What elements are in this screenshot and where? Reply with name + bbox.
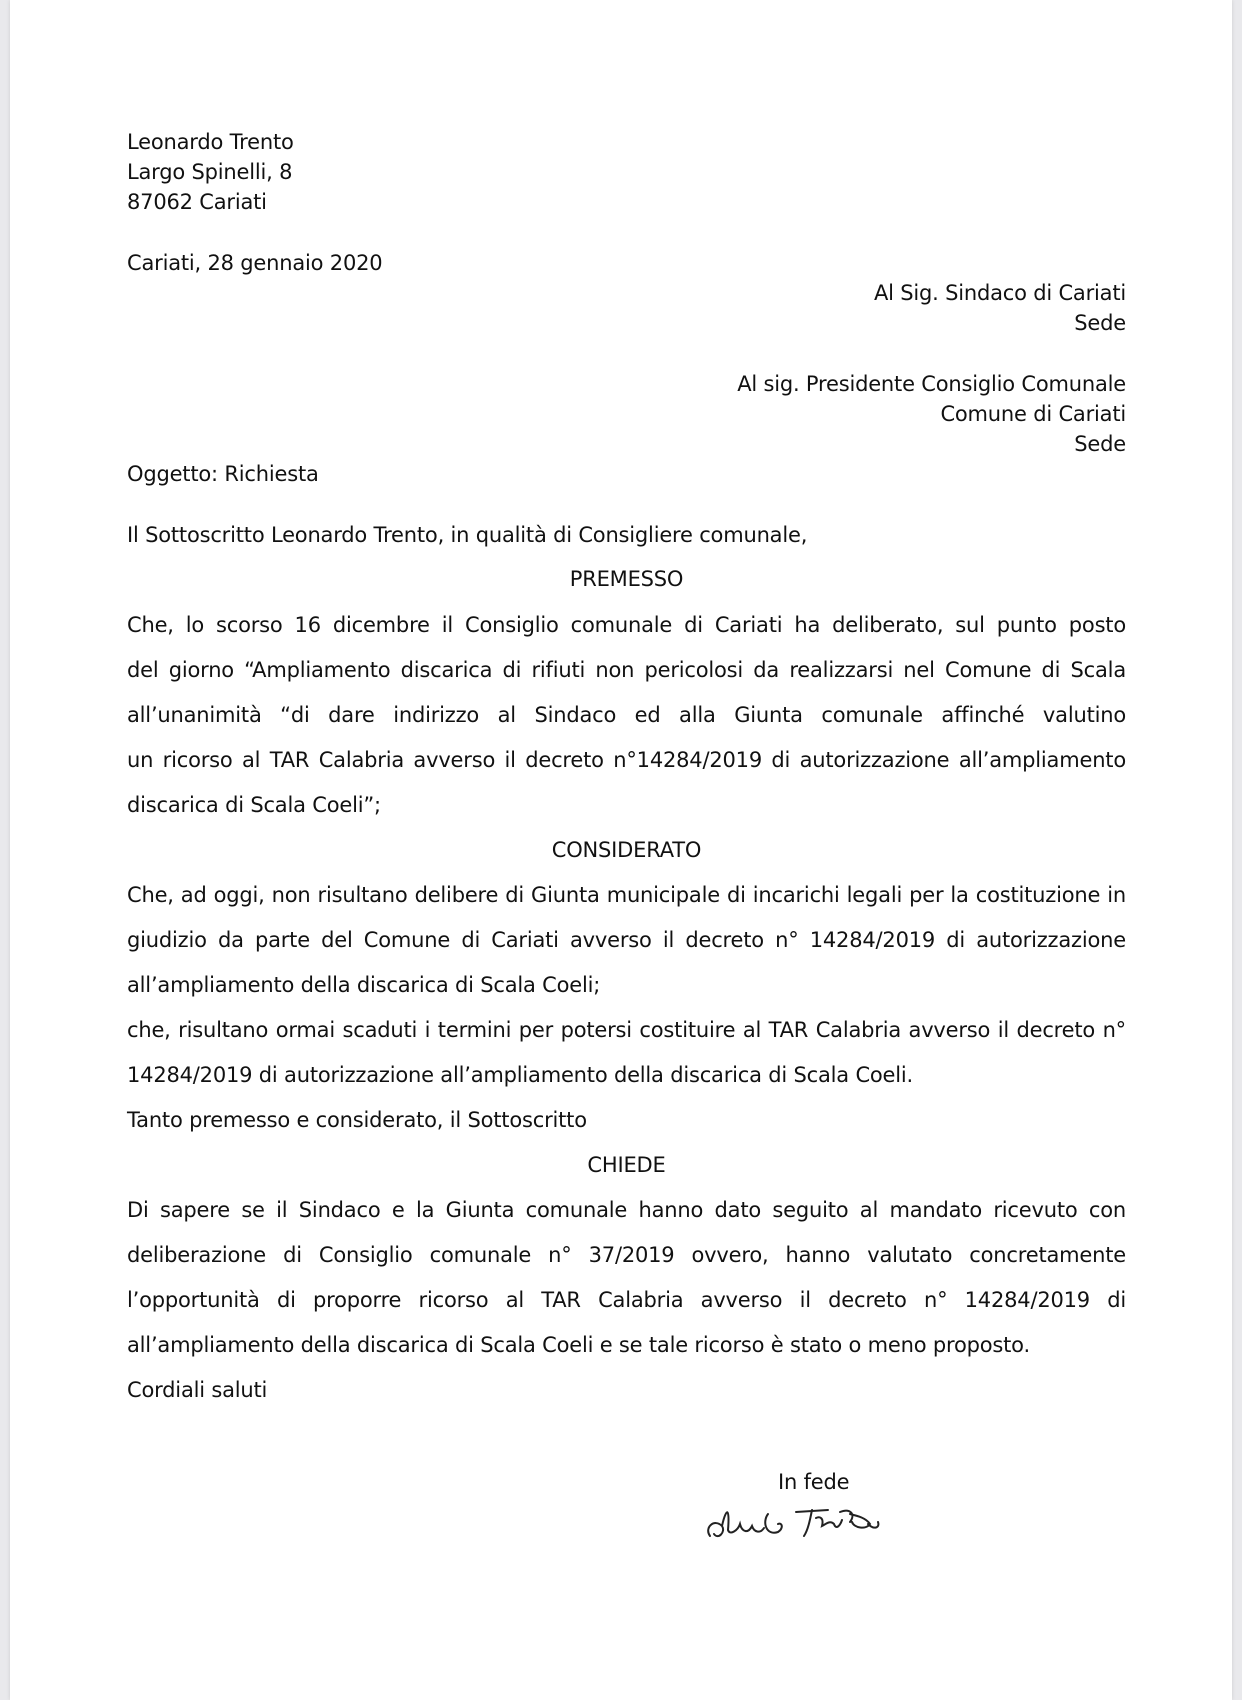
chiede-line: l’opportunità di proporre ricorso al TAR Calabria avverso il decreto n° 14284/2019 di (127, 1288, 1126, 1312)
intro-line: Il Sottoscritto Leonardo Trento, in qualità di Consigliere comunale, (127, 523, 808, 547)
sender-name: Leonardo Trento (127, 130, 294, 154)
considerato-line: che, risultano ormai scaduti i termini per potersi costituire al TAR Calabria avverso il decreto n° (127, 1018, 1126, 1042)
chiede-line: Di sapere se il Sindaco e la Giunta comunale hanno dato seguito al mandato ricevuto con (127, 1198, 1126, 1222)
subject-line: Oggetto: Richiesta (127, 462, 319, 486)
considerato-line: all’ampliamento della discarica di Scala Coeli; (127, 973, 601, 997)
premesso-heading: PREMESSO (569, 567, 684, 591)
sign-off: In fede (778, 1470, 850, 1494)
premesso-line: un ricorso al TAR Calabria avverso il decreto n°14284/2019 di autorizzazione all’ampliamento (127, 748, 1126, 772)
recipient1-line1: Al Sig. Sindaco di Cariati (873, 281, 1126, 305)
premesso-line: all’unanimità “di dare indirizzo al Sindaco ed alla Giunta comunale affinché valutino (127, 703, 1126, 727)
considerato-line: Tanto premesso e considerato, il Sottoscritto (127, 1108, 587, 1132)
premesso-line: del giorno “Ampliamento discarica di rifiuti non pericolosi da realizzarsi nel Comune di Scala (127, 658, 1126, 682)
closing-line: Cordiali saluti (127, 1378, 268, 1402)
premesso-line: Che, lo scorso 16 dicembre il Consiglio comunale di Cariati ha deliberato, sul punto posto (127, 613, 1126, 637)
sender-city: 87062 Cariati (127, 190, 267, 214)
chiede-line: all’ampliamento della discarica di Scala Coeli e se tale ricorso è stato o meno proposto. (127, 1333, 1030, 1357)
chiede-heading: CHIEDE (587, 1153, 666, 1177)
recipient2-line1: Al sig. Presidente Consiglio Comunale (737, 372, 1126, 396)
recipient2-line2: Comune di Cariati (940, 402, 1126, 426)
considerato-line: Che, ad oggi, non risultano delibere di Giunta municipale di incarichi legali per la costituzione in (127, 883, 1126, 907)
chiede-line: deliberazione di Consiglio comunale n° 37/2019 ovvero, hanno valutato concretamente (127, 1243, 1126, 1267)
considerato-heading: CONSIDERATO (551, 838, 702, 862)
recipient1-line2: Sede (1074, 311, 1126, 335)
document-page (10, 0, 1232, 1700)
sender-address: Largo Spinelli, 8 (127, 160, 293, 184)
recipient2-line3: Sede (1074, 432, 1126, 456)
handwritten-signature (700, 1478, 900, 1558)
letter-date: Cariati, 28 gennaio 2020 (127, 251, 383, 275)
premesso-line: discarica di Scala Coeli”; (127, 793, 381, 817)
considerato-line: 14284/2019 di autorizzazione all’ampliamento della discarica di Scala Coeli. (127, 1063, 914, 1087)
considerato-line: giudizio da parte del Comune di Cariati avverso il decreto n° 14284/2019 di autorizzazione (127, 928, 1126, 952)
